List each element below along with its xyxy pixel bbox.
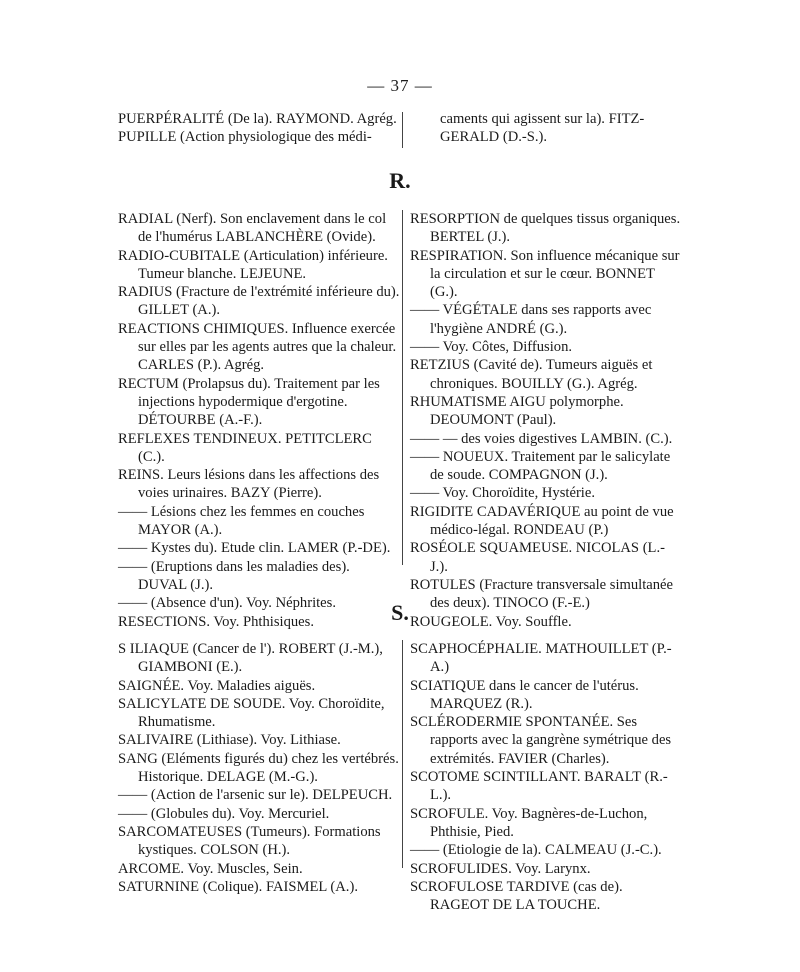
entry: SALIVAIRE (Lithiase). Voy. Lithiase. <box>118 732 341 749</box>
column-divider <box>402 210 403 565</box>
entry: SALICYLATE DE SOUDE. Voy. Choroïdite, Rhumatisme. <box>118 695 385 731</box>
entry: RETZIUS (Cavité de). Tumeurs aiguës et chroniques. BOUILLY (G.). Agrég. <box>410 357 653 392</box>
entry: SCROFULOSE TARDIVE (cas de). RAGEOT DE LA TOUCHE. <box>410 878 623 914</box>
entry: SAIGNÉE. Voy. Maladies aiguës. <box>118 677 316 694</box>
section-s <box>0 640 800 914</box>
section-r-right-column <box>410 210 682 631</box>
entry: —— Voy. Côtes, Diffusion. <box>410 339 573 356</box>
entry: —— (Globules du). Voy. Mercuriel. <box>118 805 330 822</box>
section-r-left-column <box>118 210 400 631</box>
section-heading-r: R. <box>389 168 411 193</box>
column-divider <box>402 640 403 868</box>
page-number: — 37 — <box>367 76 433 95</box>
entry: ARCOME. Voy. Muscles, Sein. <box>118 860 303 877</box>
entry: ROTULES (Fracture transversale simultanée des deux). TINOCO (F.-E.) <box>410 576 674 612</box>
entry: PUPILLE (Action physiologique des médi- <box>118 129 372 146</box>
entry: ROSÉOLE SQUAMEUSE. NICOLAS (L.-J.). <box>410 540 665 575</box>
entry: RIGIDITE CADAVÉRIQUE au point de vue médico-légal. RONDEAU (P.) <box>410 503 674 539</box>
entry: REFLEXES TENDINEUX. PETITCLERC (C.). <box>118 430 372 465</box>
section-s-right-column <box>410 640 682 914</box>
entry: RADIO-CUBITALE (Articulation) inférieure. Tumeur blanche. LEJEUNE. <box>118 247 388 282</box>
entry: RADIUS (Fracture de l'extrémité inférieure du). GILLET (A.). <box>118 284 400 319</box>
entry: SCROFULIDES. Voy. Larynx. <box>410 860 591 877</box>
column-divider <box>402 112 403 148</box>
entry: SCOTOME SCINTILLANT. BARALT (R.-L.). <box>410 769 668 804</box>
entry: RESORPTION de quelques tissus organiques. BERTEL (J.). <box>410 211 681 246</box>
entry: SATURNINE (Colique). FAISMEL (A.). <box>118 878 358 895</box>
entry: RESPIRATION. Son influence mécanique sur la circulation et sur le cœur. BONNET (G.). <box>410 247 680 301</box>
entry: —— VÉGÉTALE dans ses rapports avec l'hygiène ANDRÉ (G.). <box>410 302 652 337</box>
entry: RADIAL (Nerf). Son enclavement dans le col de l'humérus LABLANCHÈRE (Ovide). <box>118 211 387 246</box>
entry: RESECTIONS. Voy. Phthisiques. <box>118 613 314 630</box>
entry: REINS. Leurs lésions dans les affections des voies urinaires. BAZY (Pierre). <box>118 467 380 502</box>
entry: —— — des voies digestives LAMBIN. (C.). <box>410 430 673 447</box>
entry: caments qui agissent sur la). FITZ- <box>440 111 645 127</box>
section-heading-s: S. <box>391 600 409 625</box>
top-left-column <box>118 110 400 147</box>
entry: —— (Action de l'arsenic sur le). DELPEUCH. <box>118 787 393 804</box>
top-right-column <box>440 110 680 147</box>
entry: S ILIAQUE (Cancer de l'). ROBERT (J.-M.), GIAMBONI (E.). <box>118 641 383 676</box>
entry: SCAPHOCÉPHALIE. MATHOUILLET (P.-A.) <box>410 641 672 676</box>
entry: RHUMATISME AIGU polymorphe. DEOUMONT (Paul). <box>410 393 624 429</box>
entry: REACTIONS CHIMIQUES. Influence exercée sur elles par les agents autres que la chaleur. CARLES (P.). Agrég. <box>118 320 397 374</box>
entry: SCLÉRODERMIE SPONTANÉE. Ses rapports avec la gangrène symétrique des extrémités. FAVIER (Charles). <box>410 714 672 767</box>
entry: PUERPÉRALITÉ (De la). RAYMOND. Agrég. <box>118 111 397 127</box>
section-r <box>0 210 800 630</box>
section-s-left-column <box>118 640 400 896</box>
entry: —— (Etiologie de la). CALMEAU (J.-C.). <box>410 842 662 859</box>
entry: —— Lésions chez les femmes en couches MAYOR (A.). <box>118 503 365 539</box>
entry: SCIATIQUE dans le cancer de l'utérus. MARQUEZ (R.). <box>410 677 639 712</box>
entry: SCROFULE. Voy. Bagnères-de-Luchon, Phthisie, Pied. <box>410 805 648 840</box>
entry: SARCOMATEUSES (Tumeurs). Formations kystiques. COLSON (H.). <box>118 823 381 859</box>
entry: ROUGEOLE. Voy. Souffle. <box>410 613 572 630</box>
entry: RECTUM (Prolapsus du). Traitement par les injections hypodermique d'ergotine. DÉTOURBE (A.-F.). <box>118 375 380 429</box>
entry: SANG (Eléments figurés du) chez les vertébrés. Historique. DELAGE (M.-G.). <box>118 750 399 786</box>
entry: —— (Absence d'un). Voy. Néphrites. <box>118 595 336 612</box>
entry: —— (Eruptions dans les maladies des). DUVAL (J.). <box>118 558 350 593</box>
top-section <box>0 110 800 150</box>
entry: —— Kystes du). Etude clin. LAMER (P.-DE). <box>118 540 391 557</box>
entry: —— NOUEUX. Traitement par le salicylate de soude. COMPAGNON (J.). <box>410 448 671 484</box>
entry: —— Voy. Choroïdite, Hystérie. <box>410 485 595 502</box>
entry: GERALD (D.-S.). <box>440 129 548 146</box>
